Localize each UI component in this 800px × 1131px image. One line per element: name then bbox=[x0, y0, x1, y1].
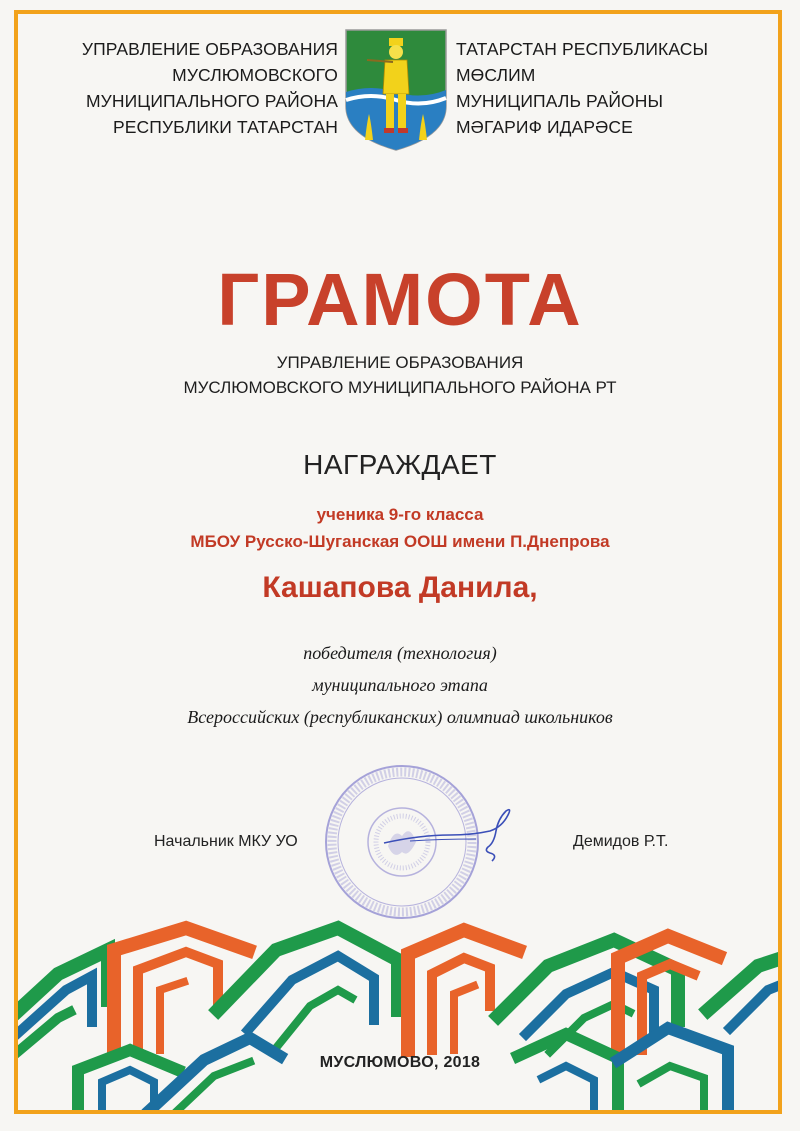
recipient-block bbox=[0, 501, 800, 555]
header-left-ru bbox=[30, 36, 338, 140]
header-right-tt bbox=[456, 36, 776, 140]
header-right-line: МӘГАРИФ ИДАРӘСЕ bbox=[456, 117, 633, 137]
header-left-line: МУСЛЮМОВСКОГО bbox=[172, 65, 338, 85]
header-left-line: РЕСПУБЛИКИ ТАТАРСТАН bbox=[112, 117, 338, 137]
header-left-line: УПРАВЛЕНИЕ ОБРАЗОВАНИЯ bbox=[81, 39, 338, 59]
reason-line: победителя (технология) bbox=[303, 643, 497, 663]
signatory-name: Демидов Р.Т. bbox=[573, 833, 669, 850]
recipient-name: Кашапова Данила, bbox=[262, 571, 538, 604]
coat-of-arms-icon bbox=[343, 28, 449, 152]
signatory-title: Начальник МКУ УО bbox=[154, 833, 298, 850]
recipient-line: ученика 9-го класса bbox=[316, 505, 484, 524]
issuer-line: УПРАВЛЕНИЕ ОБРАЗОВАНИЯ bbox=[276, 353, 524, 372]
certificate-title: ГРАМОТА bbox=[217, 258, 583, 341]
issuer-block bbox=[0, 350, 800, 400]
reason-line: Всероссийских (республиканских) олимпиад школьников bbox=[187, 707, 613, 727]
issuer-line: МУСЛЮМОВСКОГО МУНИЦИПАЛЬНОГО РАЙОНА РТ bbox=[183, 378, 617, 397]
header-left-line: МУНИЦИПАЛЬНОГО РАЙОНА bbox=[85, 91, 338, 111]
recipient-line: МБОУ Русско-Шуганская ООШ имени П.Днепрова bbox=[190, 532, 610, 551]
place-and-year: МУСЛЮМОВО, 2018 bbox=[319, 1054, 481, 1071]
header-right-line: МӨСЛИМ bbox=[456, 65, 536, 85]
awards-heading: НАГРАЖДАЕТ bbox=[303, 449, 497, 480]
reason-block bbox=[0, 637, 800, 733]
header-right-line: МУНИЦИПАЛЬ РАЙОНЫ bbox=[456, 91, 664, 111]
reason-line: муниципального этапа bbox=[312, 675, 488, 695]
signature-scribble-icon bbox=[380, 805, 530, 865]
header-right-line: ТАТАРСТАН РЕСПУБЛИКАСЫ bbox=[456, 39, 709, 59]
ornament-pattern bbox=[18, 910, 778, 1110]
